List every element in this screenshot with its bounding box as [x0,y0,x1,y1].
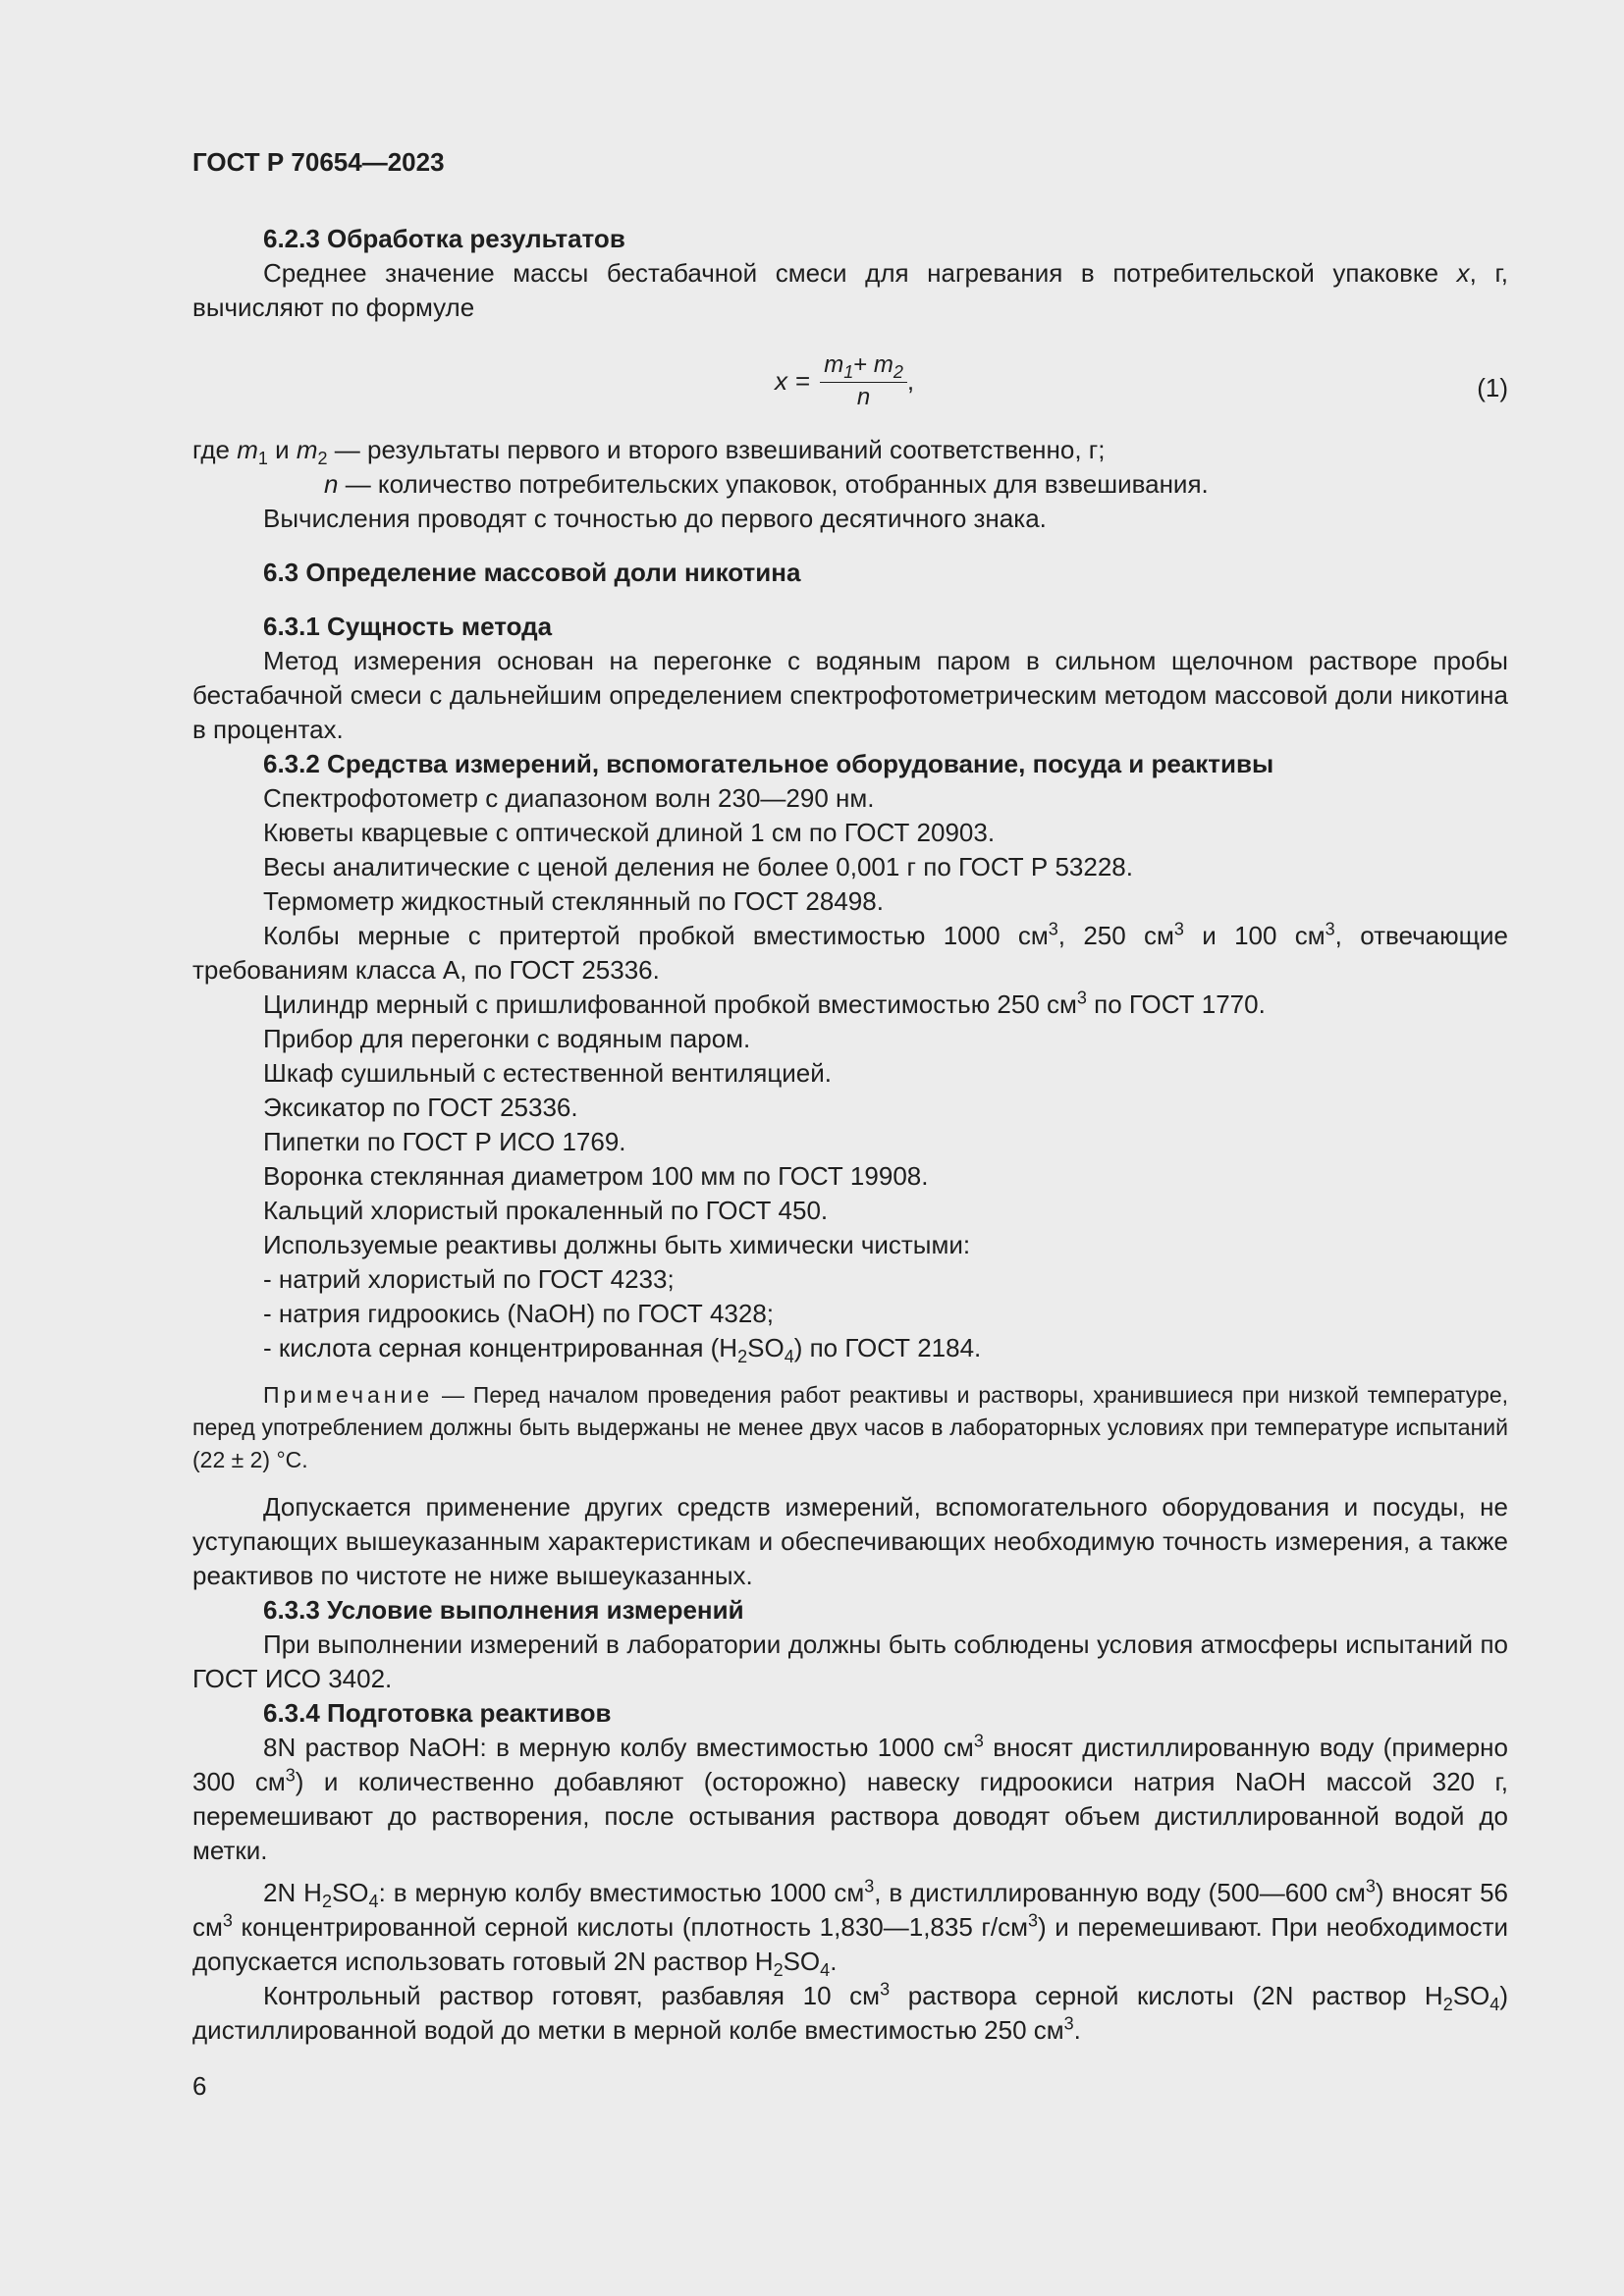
section-6-3-1-title: 6.3.1 Сущность метода [263,612,553,641]
equipment-item: Спектрофотометр с диапазоном волн 230—290 нм. [263,783,875,813]
alternatives-allowed-text: Допускается применение других средств измерений, вспомогательного оборудования и посуды, не уступающих вышеуказанным характеристикам и обеспечивающих необходимую точность измерения, а также реактивов по чистоте не ниже вышеуказанных. [192,1492,1508,1590]
section-6-2-3-intro: Среднее значение массы бестабачной смеси для нагревания в потребительской упаковке x, г, вычисляют по формуле [192,258,1508,322]
formula-number: (1) [1477,373,1508,402]
formula-fraction [820,350,907,412]
section-6-3-1-text: Метод измерения основан на перегонке с водяным паром в сильном щелочном растворе пробы бестабачной смеси с дальнейшим определением спектрофотометрическим методом массовой доли никотина в процентах. [192,646,1508,744]
reagent-list-item: - натрия гидроокись (NaOH) по ГОСТ 4328; [263,1299,775,1328]
control-solution-paragraph: Контрольный раствор готовят, разбавляя 10 $см^3$ раствора серной кислоты (2N раствор $H_2SO_4$) дистиллированной водой до метки в мерной колбе вместимостью 250 $см^3$. [192,1979,1508,2045]
formula-where-n: n — количество потребительских упаковок, отобранных для взвешивания. [324,469,1209,499]
equipment-item: Цилиндр мерный с пришлифованной пробкой вместимостью 250 $см^3$ по ГОСТ 1770. [263,988,1266,1019]
formula-denominator: n [856,384,871,410]
naoh-solution-paragraph: 8N раствор NaOH: в мерную колбу вместимостью 1000 $см^3$ вносят дистиллированную воду (примерно 300 $см^3$) и количественно добавляют (осторожно) навеску гидроокиси натрия NaOH массой 320 г, перемешивают до растворения, после остывания раствора доводят объем дистиллированной водой до метки. [192,1731,1509,1865]
precision-text: Вычисления проводят с точностью до первого десятичного знака. [263,504,1047,533]
formula-numerator: $m_1+ m_2$ [820,350,907,383]
formula-body: x = $\frac{m_1+ m_2}{n}$ , [775,351,915,410]
section-6-2-3-title: 6.2.3 Обработка результатов [263,224,625,253]
formula-1 [192,325,1508,433]
page-number: 6 [192,2071,207,2101]
section-6-3-3-text: При выполнении измерений в лаборатории должны быть соблюдены условия атмосферы испытаний по ГОСТ ИСО 3402. [192,1629,1508,1693]
equipment-item: Весы аналитические с ценой деления не более 0,001 г по ГОСТ Р 53228. [263,852,1133,881]
equipment-item: Кальций хлористый прокаленный по ГОСТ 450. [263,1196,829,1225]
section-6-3-4-title: 6.3.4 Подготовка реактивов [263,1698,612,1728]
reagent-list-item: - натрий хлористый по ГОСТ 4233; [263,1264,675,1294]
equipment-item: Эксикатор по ГОСТ 25336. [263,1093,578,1122]
equipment-item: Прибор для перегонки с водяным паром. [263,1024,751,1053]
note-label: Примечание [263,1382,434,1408]
equipment-item: Воронка стеклянная диаметром 100 мм по ГОСТ 19908. [263,1161,929,1191]
standard-header: ГОСТ Р 70654—2023 [192,147,445,177]
equipment-item: Пипетки по ГОСТ Р ИСО 1769. [263,1127,626,1156]
section-6-3-title: 6.3 Определение массовой доли никотина [263,558,801,587]
equipment-item: Кюветы кварцевые с оптической длиной 1 см по ГОСТ 20903. [263,818,996,847]
equipment-item: Термометр жидкостный стеклянный по ГОСТ 28498. [263,886,884,916]
section-6-3-3-title: 6.3.3 Условие выполнения измерений [263,1595,744,1625]
section-6-3-2-title: 6.3.2 Средства измерений, вспомогательное оборудование, посуда и реактивы [263,749,1274,778]
page-content [192,222,1508,2048]
equipment-item: Колбы мерные с притертой пробкой вместимостью 1000 $см^3$, 250 $см^3$ и 100 $см^3$, отвечающие требованиям класса А, по ГОСТ 25336. [192,919,1509,985]
equipment-item: Шкаф сушильный с естественной вентиляцией. [263,1058,832,1088]
h2so4-solution-paragraph: 2N $H_2SO_4$: в мерную колбу вместимостью 1000 $см^3$, в дистиллированную воду (500—600 $см^3$) вносят 56 $см^3$ концентрированной серной кислоты (плотность 1,830—1,835 $г/см^3$) и перемешивают. При необходимости допускается использовать готовый 2N раствор $H_2SO_4$. [192,1876,1509,1981]
reagents-intro: Используемые реактивы должны быть химически чистыми: [263,1230,971,1259]
reagent-list-item: - кислота серная концентрированная $(H_2SO_4)$ по ГОСТ 2184. [263,1333,982,1367]
note: Примечание — Перед началом проведения работ реактивы и растворы, хранившиеся при низкой температуре, перед употреблением должны быть выдержаны не менее двух часов в лабораторных условиях при температуре испытаний (22 ± 2) °С. [192,1382,1508,1472]
formula-where-m: где $m_1$ и $m_2$ — результаты первого и второго взвешиваний соответственно, г; [192,435,1106,469]
